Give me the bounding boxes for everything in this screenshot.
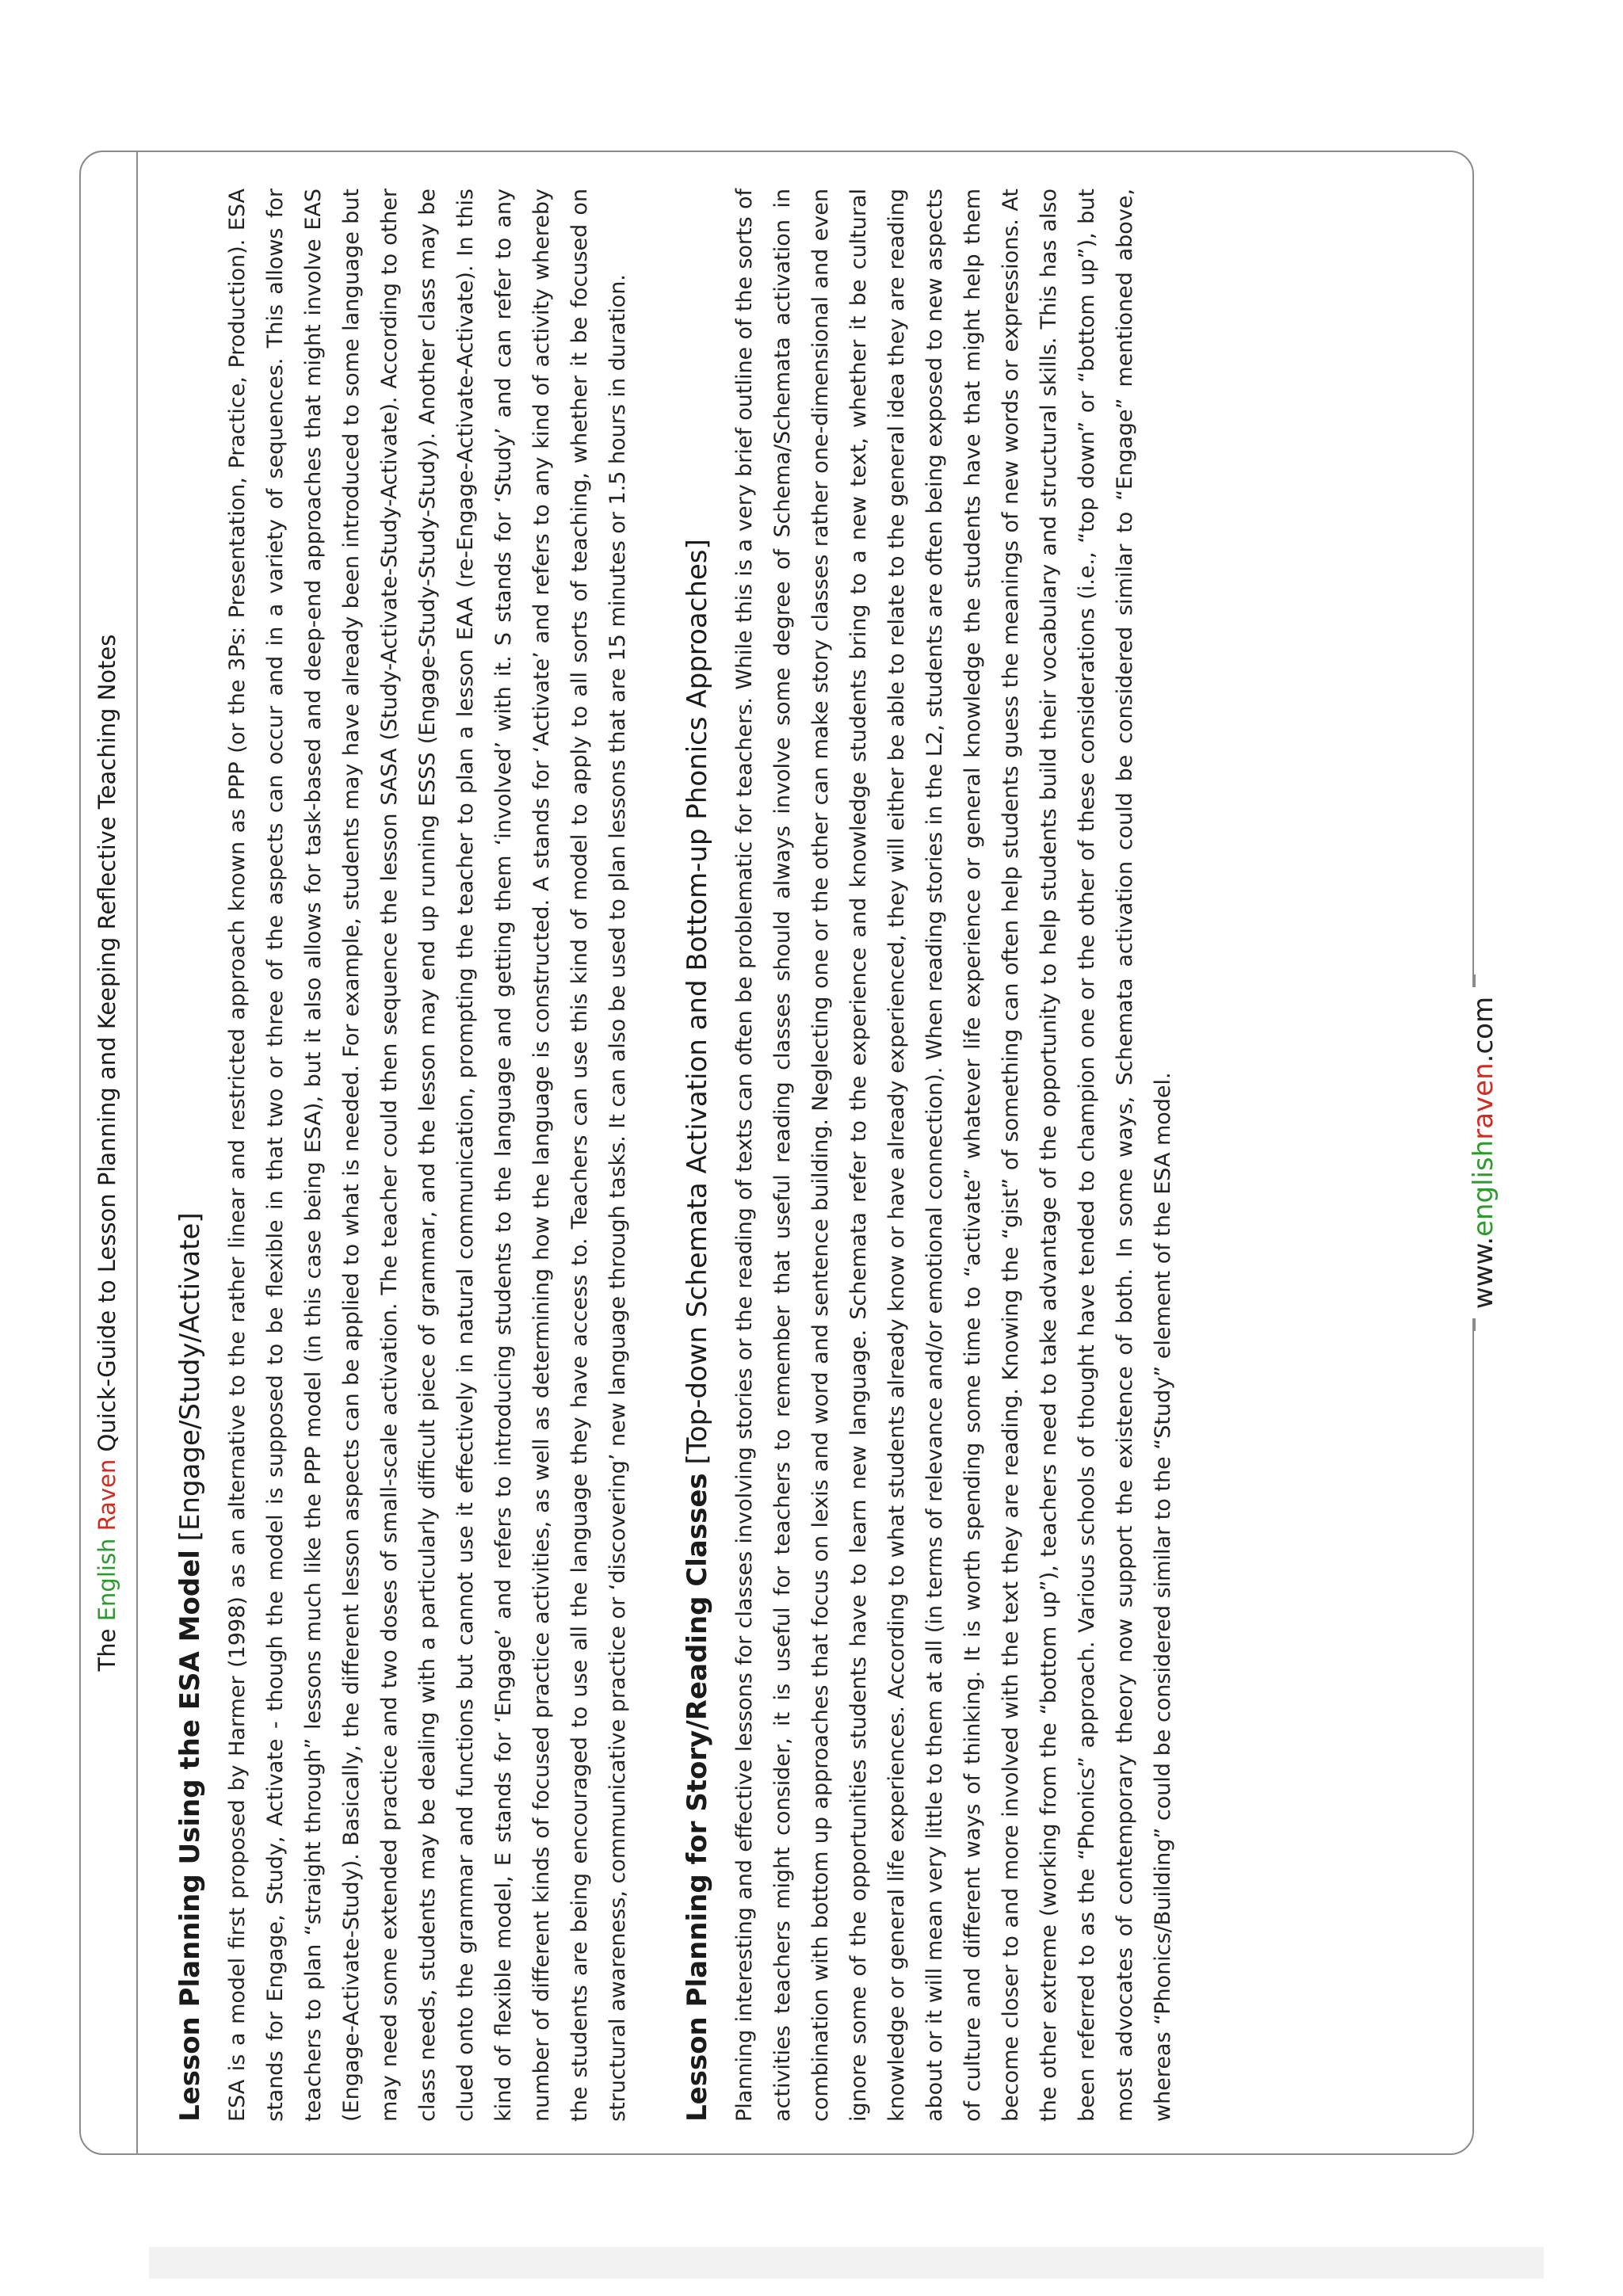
footer-www: www.: [1468, 1236, 1499, 1310]
document-frame: [79, 151, 1474, 2155]
page-title: [94, 152, 120, 2153]
rotated-document: [79, 151, 1498, 2155]
footer-raven: raven: [1468, 1062, 1499, 1140]
section-heading-esa: [174, 189, 206, 2122]
section-title-reading: Lesson Planning for Story/Reading Classes: [682, 1473, 713, 2122]
brand-english: English: [94, 1538, 120, 1622]
section-subtitle-reading: [Top-down Schemata Activation and Bottom-up Phonics Approaches]: [682, 539, 713, 1474]
header-divider: [136, 152, 138, 2153]
section-heading-reading: [682, 189, 713, 2122]
title-prefix: The: [94, 1621, 120, 1672]
footer-english: english: [1468, 1139, 1499, 1237]
title-suffix: Quick-Guide to Lesson Planning and Keeping Reflective Teaching Notes: [94, 634, 120, 1459]
footer-com: .com: [1468, 996, 1499, 1063]
footer-website-link[interactable]: [1468, 987, 1499, 1318]
document-body: [160, 189, 1227, 2122]
section-body-esa: ESA is a model first proposed by Harmer (1998) as an alternative to the rather linear and restricted approach known as PPP (or the 3Ps: Presentation, Practice, Production). ESA stands for Engage, Study, Activate - though the model is supposed to be flexible in that two or three of the aspects can occur and in a variety of sequences. This allows for teachers to plan “straight through” lessons much like the PPP model (in this case being ESA), but it also allows for task-based and deep-end approaches that might involve EAS (Engage-Activate-Study). Basically, the different lesson aspects can be applied to what is needed. For example, students may have already been introduced to some language but may need some extended practice and two doses of small-scale activation. The teacher could then sequence the lesson SASA (Study-Activate-Study-Activate). According to other class needs, students may be dealing with a particularly difficult piece of grammar, and the lesson may end up running ESSS (Engage-Study-Study-Study). Another class may be clued onto the grammar and functions but cannot use it effectively in natural communication, prompting the teacher to plan a lesson EAA (re-Engage-Activate-Activate). In this kind of flexible model, E stands for ‘Engage’ and refers to introducing students to the language and getting them ‘involved’ with it. S stands for ‘Study’ and can refer to any number of different kinds of focused practice activities, as well as determining how the language is constructed. A stands for ‘Activate’ and refers to any kind of activity whereby the students are being encouraged to use all the language they have access to. Teachers can use this kind of model to apply to all sorts of teaching, whether it be focused on structural awareness, communicative practice or ‘discovering’ new language through tasks. It can also be used to plan lessons that are 15 minutes or 1.5 hours in duration.: [225, 189, 630, 2122]
section-body-reading: Planning interesting and effective lessons for classes involving stories or the reading of texts can often be problematic for teachers. While this is a very brief outline of the sorts of activities teachers might consider, it is useful for teachers to remember that useful reading classes should always involve some degree of Schema/Schemata activation in combination with bottom up approaches that focus on lexis and word and sentence building. Neglecting one or the other can make story classes rather one-dimensional and even ignore some of the opportunities students have to learn new language. Schemata refer to the experience and knowledge students bring to a new text, whether it be cultural knowledge or general life experiences. According to what students already know or have already experienced, they will either be able to relate to the general idea they are reading about or it will mean very little to them at all (in terms of relevance and/or emotional connection). When reading stories in the L2, students are often being exposed to new aspects of culture and different ways of thinking. It is worth spending some time to “activate” whatever life experience or general knowledge the students have that might help them become closer to and more involved with the text they are reading. Knowing the “gist” of something can often help students guess the meanings of new words or expressions. At the other extreme (working from the “bottom up”), teachers need to take advantage of the opportunity to help students build their vocabulary and structural skills. This has also been referred to as the “Phonics” approach. Various schools of thought have tended to champion one or the other of these considerations (i.e., “top down” or “bottom up”), but most advocates of contemporary theory now support the existence of both. In some ways, Schemata activation could be considered similar to “Engage” mentioned above, whereas “Phonics/Building” could be considered similar to the “Study” element of the ESA model.: [732, 189, 1175, 2122]
section-subtitle-esa: [Engage/Study/Activate]: [174, 1212, 206, 1550]
section-title-esa: Lesson Planning Using the ESA Model: [174, 1550, 206, 2122]
brand-raven: Raven: [94, 1459, 120, 1531]
footer: [1468, 151, 1499, 2155]
header-band: [81, 152, 138, 2153]
page-shadow: [149, 2247, 1544, 2279]
